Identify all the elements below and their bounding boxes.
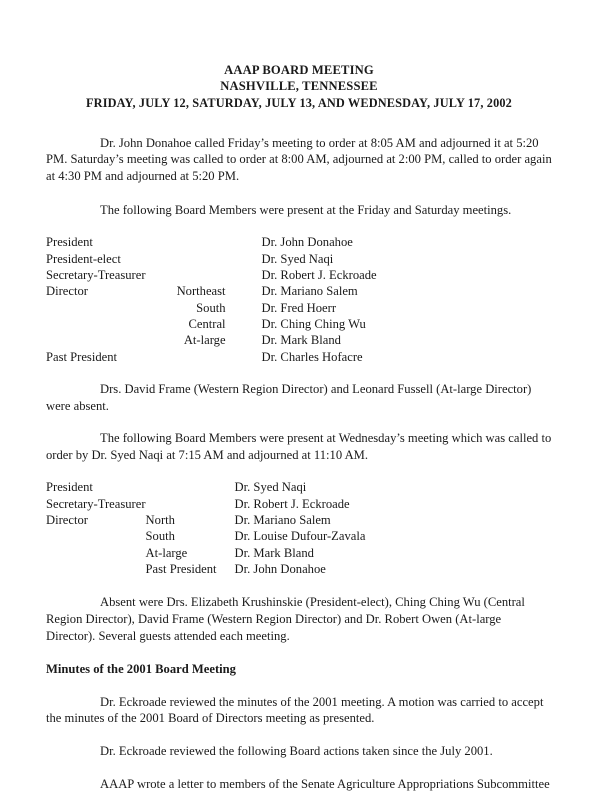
roster-subregion bbox=[146, 479, 235, 495]
table-row bbox=[46, 300, 377, 316]
roster-subregion bbox=[146, 251, 226, 267]
title-line-1: AAAP BOARD MEETING bbox=[224, 63, 374, 77]
roster-person-name: Dr. Louise Dufour-Zavala bbox=[234, 529, 366, 544]
roster-role bbox=[46, 528, 146, 544]
roster-role: Secretary-Treasurer bbox=[46, 496, 146, 511]
roster-person-name: Dr. Robert J. Eckroade bbox=[261, 267, 377, 282]
roster-person-name: Dr. Syed Naqi bbox=[234, 480, 307, 495]
roster-subregion bbox=[146, 349, 226, 365]
table-row bbox=[46, 545, 365, 561]
roster-subregion: Central bbox=[188, 316, 226, 331]
roster-person-name: Dr. Mariano Salem bbox=[261, 284, 358, 299]
table-row bbox=[46, 267, 377, 283]
roster-person-name: Dr. Syed Naqi bbox=[261, 251, 334, 266]
spacer bbox=[46, 463, 552, 479]
title-line-3: FRIDAY, JULY 12, SATURDAY, JULY 13, AND WEDNESDAY, JULY 17, 2002 bbox=[86, 95, 512, 110]
roster-role bbox=[46, 316, 146, 332]
roster-person-name: Dr. Fred Hoerr bbox=[261, 300, 337, 315]
roster-role: Past President bbox=[46, 349, 118, 364]
title-line-2: NASHVILLE, TENNESSEE bbox=[220, 79, 378, 94]
paragraph-opening: Dr. John Donahoe called Friday’s meeting to order at 8:05 AM and adjourned it at 5:20 PM. Saturday’s meeting was called to order at 8:00 AM, adjourned at 2:00 PM, called to order again at 4:30 PM and adjourned at 5:20 PM. bbox=[46, 135, 552, 184]
paragraph-board-actions-intro: Dr. Eckroade reviewed the following Board actions taken since the July 2001. bbox=[100, 744, 493, 759]
spacer bbox=[46, 218, 552, 234]
roster-table-wednesday bbox=[46, 479, 365, 577]
paragraph-wednesday-intro: The following Board Members were present at Wednesday’s meeting which was called to order by Dr. Syed Naqi at 7:15 AM and adjourned at 11:10 AM. bbox=[46, 431, 552, 462]
roster-subregion: Northeast bbox=[176, 284, 226, 299]
table-row bbox=[46, 316, 377, 332]
table-row bbox=[46, 528, 365, 544]
roster-role bbox=[46, 300, 146, 316]
table-row bbox=[46, 234, 377, 250]
paragraph-senate-letter: AAAP wrote a letter to members of the Senate Agriculture Appropriations Subcommittee bbox=[100, 776, 550, 791]
spacer bbox=[46, 577, 552, 594]
paragraph-friday-saturday-intro: The following Board Members were present at the Friday and Saturday meetings. bbox=[100, 202, 512, 217]
roster-role: President-elect bbox=[46, 251, 121, 266]
document-header-title bbox=[46, 62, 552, 111]
roster-person-name: Dr. John Donahoe bbox=[234, 562, 326, 577]
roster-role: Director bbox=[46, 513, 88, 528]
roster-body bbox=[46, 479, 365, 577]
roster-subregion bbox=[146, 496, 235, 512]
roster-subregion: At-large bbox=[183, 333, 226, 348]
roster-person-name: Dr. Robert J. Eckroade bbox=[234, 496, 350, 511]
roster-role: President bbox=[46, 480, 93, 495]
roster-person-name: Dr. Mark Bland bbox=[234, 545, 314, 560]
roster-subregion: South bbox=[196, 300, 226, 315]
table-row bbox=[46, 479, 365, 495]
roster-person-name: Dr. Charles Hofacre bbox=[261, 349, 363, 364]
roster-role bbox=[46, 332, 146, 348]
paragraph-absent-friday-saturday: Drs. David Frame (Western Region Director) and Leonard Fussell (At-large Director) were absent. bbox=[46, 382, 532, 413]
table-row bbox=[46, 496, 365, 512]
table-row bbox=[46, 561, 365, 577]
roster-role: Secretary-Treasurer bbox=[46, 267, 146, 282]
roster-person-name: Dr. Ching Ching Wu bbox=[261, 316, 366, 331]
roster-person-name: Dr. Mark Bland bbox=[261, 333, 341, 348]
roster-role bbox=[46, 545, 146, 561]
section-heading-minutes-2001: Minutes of the 2001 Board Meeting bbox=[46, 662, 236, 677]
paragraph-minutes-reviewed: Dr. Eckroade reviewed the minutes of the 2001 meeting. A motion was carried to accept the minutes of the 2001 Board of Directors meeting as presented. bbox=[46, 694, 544, 726]
roster-subregion bbox=[146, 234, 226, 250]
spacer bbox=[46, 185, 552, 202]
table-row bbox=[46, 349, 377, 365]
table-row bbox=[46, 332, 377, 348]
roster-role: President bbox=[46, 235, 93, 250]
document-body bbox=[46, 62, 552, 792]
roster-subregion: Past President bbox=[145, 562, 217, 577]
roster-subregion: South bbox=[145, 529, 175, 544]
roster-body bbox=[46, 234, 377, 365]
spacer bbox=[46, 678, 552, 694]
roster-subregion bbox=[146, 267, 226, 283]
table-row bbox=[46, 251, 377, 267]
roster-table-friday-saturday bbox=[46, 234, 377, 365]
roster-role: Director bbox=[46, 284, 88, 299]
spacer bbox=[46, 111, 552, 135]
table-row bbox=[46, 512, 365, 528]
spacer bbox=[46, 365, 552, 381]
spacer bbox=[46, 760, 552, 776]
spacer bbox=[46, 414, 552, 430]
table-row bbox=[46, 283, 377, 299]
roster-person-name: Dr. John Donahoe bbox=[261, 235, 353, 250]
spacer bbox=[46, 644, 552, 661]
roster-role bbox=[46, 561, 146, 577]
roster-person-name: Dr. Mariano Salem bbox=[234, 513, 331, 528]
roster-subregion: At-large bbox=[145, 545, 188, 560]
paragraph-absent-wednesday: Absent were Drs. Elizabeth Krushinskie (President-elect), Ching Ching Wu (Central Region Director), David Frame (Western Region Director) and Dr. Robert Owen (At-large Director). Several guests attended each meeting. bbox=[46, 595, 525, 643]
roster-subregion: North bbox=[145, 513, 175, 528]
spacer bbox=[46, 727, 552, 743]
